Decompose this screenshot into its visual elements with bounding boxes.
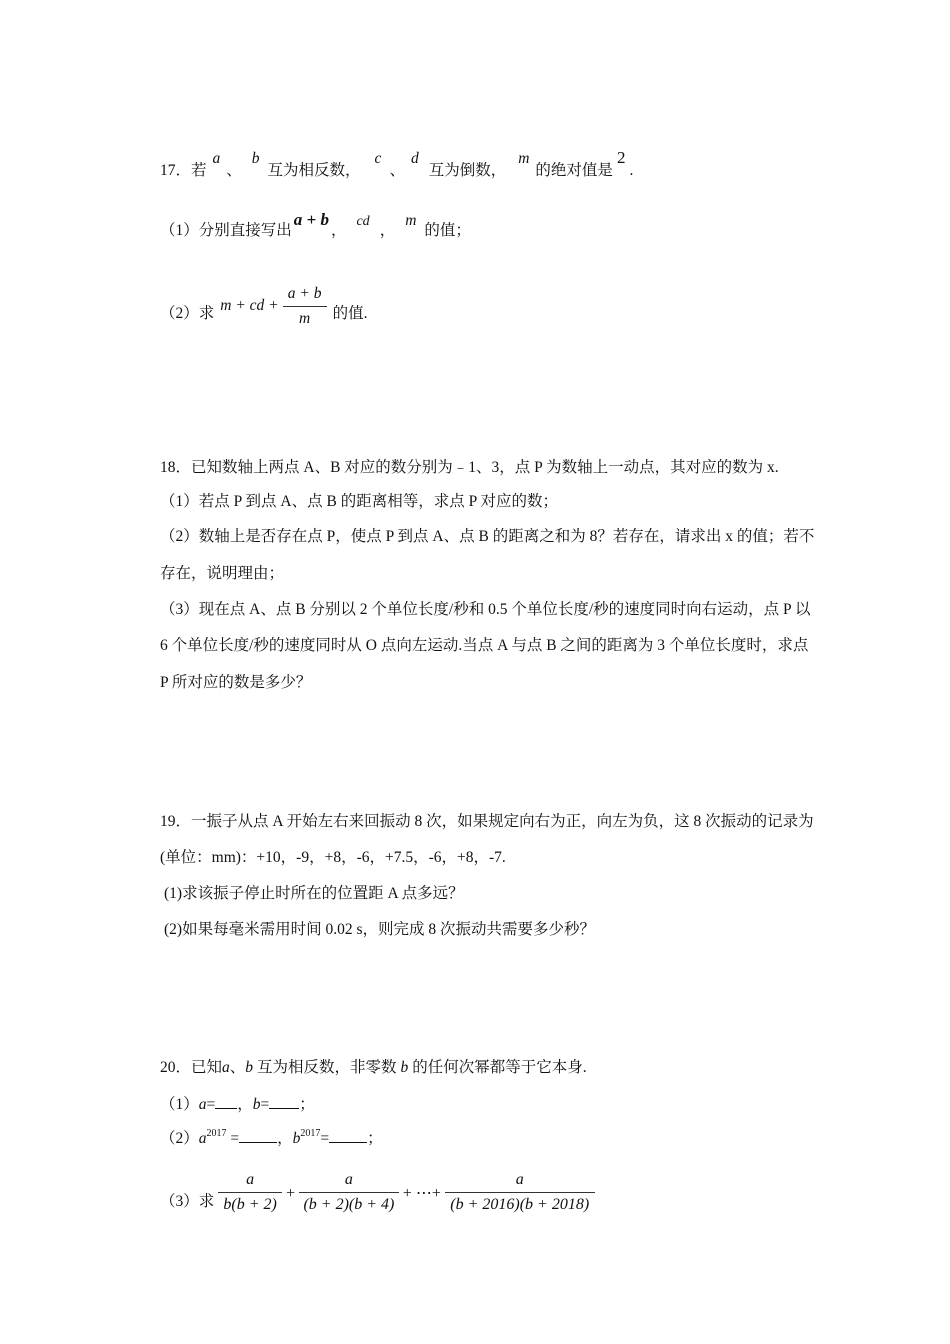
fraction-denominator: m — [283, 306, 327, 329]
fraction-1 — [218, 1170, 282, 1215]
plus-ellipsis: + ⋯+ — [402, 1185, 441, 1203]
q17-sep1: 、 — [226, 162, 242, 179]
q19-line1: 19．一振子从点 A 开始左右来回振动 8 次，如果规定向右为正，向左为负，这 8 次振动的记录为 — [160, 813, 814, 830]
var-b: b — [251, 150, 260, 167]
q20-part3 — [160, 1170, 595, 1215]
q20-p1-comma: ， — [237, 1096, 253, 1113]
q20-text2: 的任何次幂都等于它本身. — [412, 1059, 587, 1076]
q20-number: 20．已知 — [160, 1059, 223, 1076]
expr-a-plus-b: a + b — [293, 210, 329, 229]
q20-p2-exp1: 2017 — [206, 1128, 227, 1139]
q19-line3: (1)求该振子停止时所在的位置距 A 点多远？ — [164, 885, 464, 902]
q20-var-b2: b — [400, 1059, 409, 1076]
q20-p2-label: （2） — [160, 1130, 199, 1147]
q20-part2 — [160, 1128, 383, 1151]
q17-p1-comma2: ， — [379, 222, 396, 239]
q17-p1-end: 的值； — [424, 222, 471, 239]
answer-blank-b[interactable] — [269, 1094, 299, 1109]
q20-p2-exp2: 2017 — [300, 1128, 321, 1139]
q17-p2-label: （2）求 — [160, 305, 215, 323]
q20-p2-b: b — [292, 1130, 301, 1147]
q17-p2-end: 的值. — [332, 305, 368, 323]
q17-text1: 互为相反数， — [267, 162, 361, 179]
var-m: m — [518, 150, 530, 167]
q18-line5: （3）现在点 A、点 B 分别以 2 个单位长度/秒和 0.5 个单位长度/秒的速度同时向右运动，点 P 以 — [160, 601, 811, 618]
q18-line2: （1）若点 P 到点 A、点 B 的距离相等，求点 P 对应的数； — [160, 493, 558, 510]
fraction-2-denominator: (b + 2)(b + 4) — [299, 1192, 399, 1215]
fraction-1-numerator: a — [246, 1171, 255, 1188]
q17-part1 — [160, 210, 471, 242]
expr-m-plus-cd: m + cd + — [220, 297, 279, 315]
q19-line2: (单位：mm)：+10，-9，+8，-6，+7.5，-6，+8，-7. — [160, 849, 506, 866]
q17-p1-label: （1）分别直接写出 — [160, 222, 292, 239]
q20-sep: 、 — [229, 1059, 246, 1076]
q17-p1-comma1: ， — [330, 222, 347, 239]
q19-line4: (2)如果每毫米需用时间 0.02 s，则完成 8 次振动共需要多少秒？ — [164, 921, 595, 938]
q18-line3: （2）数轴上是否存在点 P，使点 P 到点 A、点 B 的距离之和为 8？若存在，请求出 x 的值；若不 — [160, 528, 815, 545]
q20-var-a: a — [222, 1059, 230, 1076]
q20-p2-a: a — [198, 1130, 207, 1147]
expr-m: m — [405, 212, 417, 229]
plus-sign-1: + — [286, 1185, 296, 1203]
fraction-2-numerator: a — [344, 1171, 353, 1188]
var-d: d — [410, 150, 419, 167]
fraction-numerator: a + b — [287, 285, 322, 302]
fraction-3-denominator: (b + 2016)(b + 2018) — [445, 1192, 595, 1215]
q18-line7: P 所对应的数是多少？ — [160, 674, 312, 691]
var-c: c — [374, 150, 382, 167]
q17-end: . — [629, 162, 634, 179]
q17-text3: 的绝对值是 — [535, 162, 613, 179]
q18-line4: 存在，说明理由； — [160, 565, 285, 582]
q20-p1-eq1: = — [206, 1096, 216, 1113]
q20-var-b: b — [245, 1059, 254, 1076]
q20-p1-b: b — [252, 1096, 261, 1113]
q20-part1 — [160, 1094, 315, 1115]
fraction-1-denominator: b(b + 2) — [218, 1192, 282, 1215]
fraction-2 — [299, 1170, 399, 1215]
answer-blank-a[interactable] — [215, 1094, 237, 1109]
q20-p2-eq1: = — [226, 1130, 240, 1147]
q20-p1-end: ； — [299, 1096, 315, 1113]
q17-text2: 互为倒数， — [428, 162, 507, 179]
q20-p1-eq2: = — [260, 1096, 270, 1113]
var-a: a — [212, 150, 221, 167]
fraction-3-numerator: a — [515, 1171, 524, 1188]
q18-line6: 6 个单位长度/秒的速度同时从 O 点向左运动.当点 A 与点 B 之间的距离为 3 个单位长度时，求点 — [160, 637, 809, 654]
q20-p2-comma: ， — [277, 1130, 293, 1147]
q20-p1-label: （1） — [160, 1096, 199, 1113]
value-2: 2 — [616, 148, 626, 167]
q20-p3-label: （3）求 — [160, 1193, 215, 1211]
q17-sep2: 、 — [389, 162, 405, 179]
q20-p2-eq2: = — [320, 1130, 330, 1147]
q20-text1: 互为相反数，非零数 — [257, 1059, 397, 1076]
q20-line1 — [160, 1058, 587, 1078]
q20-p1-a: a — [198, 1096, 207, 1113]
fraction-3 — [445, 1170, 595, 1215]
q17-part2 — [160, 285, 368, 337]
q18-line1: 18．已知数轴上两点 A、B 对应的数分别为﹣1、3，点 P 为数轴上一动点，其对应的数为 x. — [160, 459, 779, 476]
fraction-a-plus-b-over-m — [283, 284, 327, 329]
expr-cd: cd — [356, 214, 370, 229]
q20-p2-end: ； — [367, 1130, 383, 1147]
q17-line1 — [160, 148, 634, 181]
answer-blank-a2017[interactable] — [239, 1128, 277, 1143]
q17-number: 17．若 — [160, 162, 207, 179]
answer-blank-b2017[interactable] — [329, 1128, 367, 1143]
